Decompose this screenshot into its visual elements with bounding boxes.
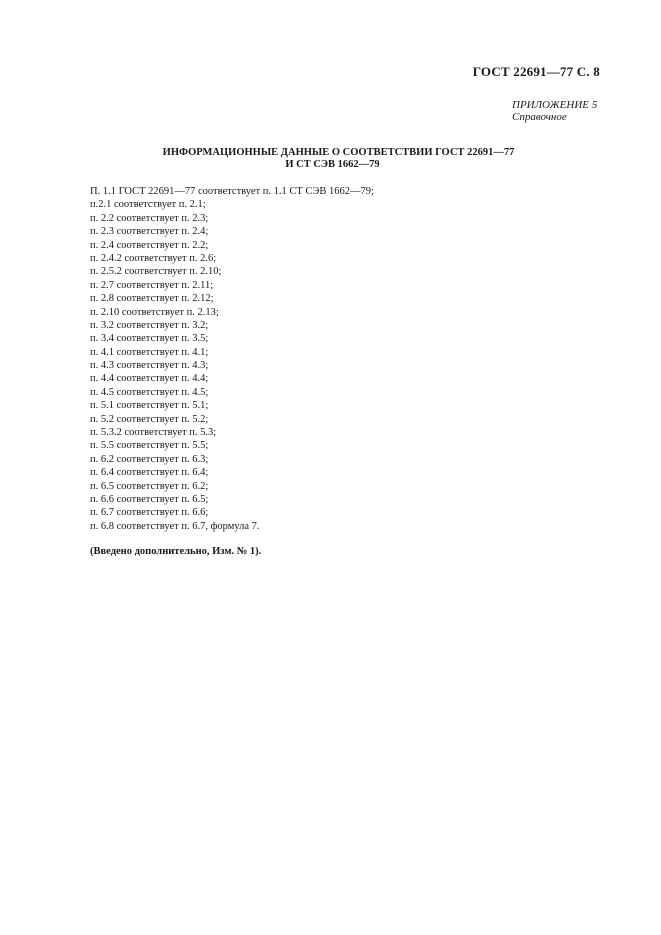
list-item: п. 2.2 соответствует п. 2.3; (90, 212, 209, 224)
list-item: п. 6.2 соответствует п. 6.3; (90, 453, 209, 465)
list-item: п. 6.5 соответствует п. 6.2; (90, 480, 209, 492)
list-item: п. 4.4 соответствует п. 4.4; (90, 373, 209, 385)
list-item: п. 2.7 соответствует п. 2.11; (90, 279, 214, 291)
section-title (0, 147, 661, 171)
list-item: п. 2.8 соответствует п. 2.12; (90, 293, 214, 305)
list-item: п. 2.4 соответствует п. 2.2; (90, 239, 209, 251)
list-item: п. 6.6 соответствует п. 6.5; (90, 493, 209, 505)
list-item: П. 1.1 ГОСТ 22691—77 соответствует п. 1.1 СТ СЭВ 1662—79; (90, 186, 374, 197)
list-item: п.2.1 соответствует п. 2.1; (90, 199, 206, 211)
list-item: п. 2.5.2 соответствует п. 2.10; (90, 266, 222, 278)
list-item: п. 6.7 соответствует п. 6.6; (90, 507, 209, 519)
list-item: п. 2.4.2 соответствует п. 2.6; (90, 252, 217, 264)
list-item: п. 4.5 соответствует п. 4.5; (90, 386, 209, 398)
list-item: п. 3.4 соответствует п. 3.5; (90, 333, 209, 345)
list-item: п. 3.2 соответствует п. 3.2; (90, 319, 209, 331)
list-item: п. 4.3 соответствует п. 4.3; (90, 360, 209, 372)
document-code-header: ГОСТ 22691—77 С. 8 (472, 64, 600, 79)
list-item: п. 6.4 соответствует п. 6.4; (90, 467, 209, 479)
title-line-2: И СТ СЭВ 1662—79 (285, 159, 380, 170)
correspondence-list (90, 185, 374, 533)
appendix-label-block (512, 99, 597, 123)
list-item: п. 2.10 соответствует п. 2.13; (90, 306, 219, 318)
list-item: п. 5.5 соответствует п. 5.5; (90, 440, 209, 452)
list-item: п. 4.1 соответствует п. 4.1; (90, 346, 209, 358)
title-line-1: ИНФОРМАЦИОННЫЕ ДАННЫЕ О СООТВЕТСТВИИ ГОСТ 22691—77 (162, 147, 515, 158)
appendix-type: Справочное (512, 111, 567, 123)
amendment-note: (Введено дополнительно, Изм. № 1). (90, 546, 262, 557)
appendix-number: ПРИЛОЖЕНИЕ 5 (512, 99, 598, 111)
list-item: п. 5.3.2 соответствует п. 5.3; (90, 427, 217, 439)
list-item: п. 5.2 соответствует п. 5.2; (90, 413, 209, 425)
list-item: п. 5.1 соответствует п. 5.1; (90, 400, 209, 412)
list-item: п. 6.8 соответствует п. 6.7, формула 7. (90, 520, 260, 532)
list-item: п. 2.3 соответствует п. 2.4; (90, 226, 209, 238)
